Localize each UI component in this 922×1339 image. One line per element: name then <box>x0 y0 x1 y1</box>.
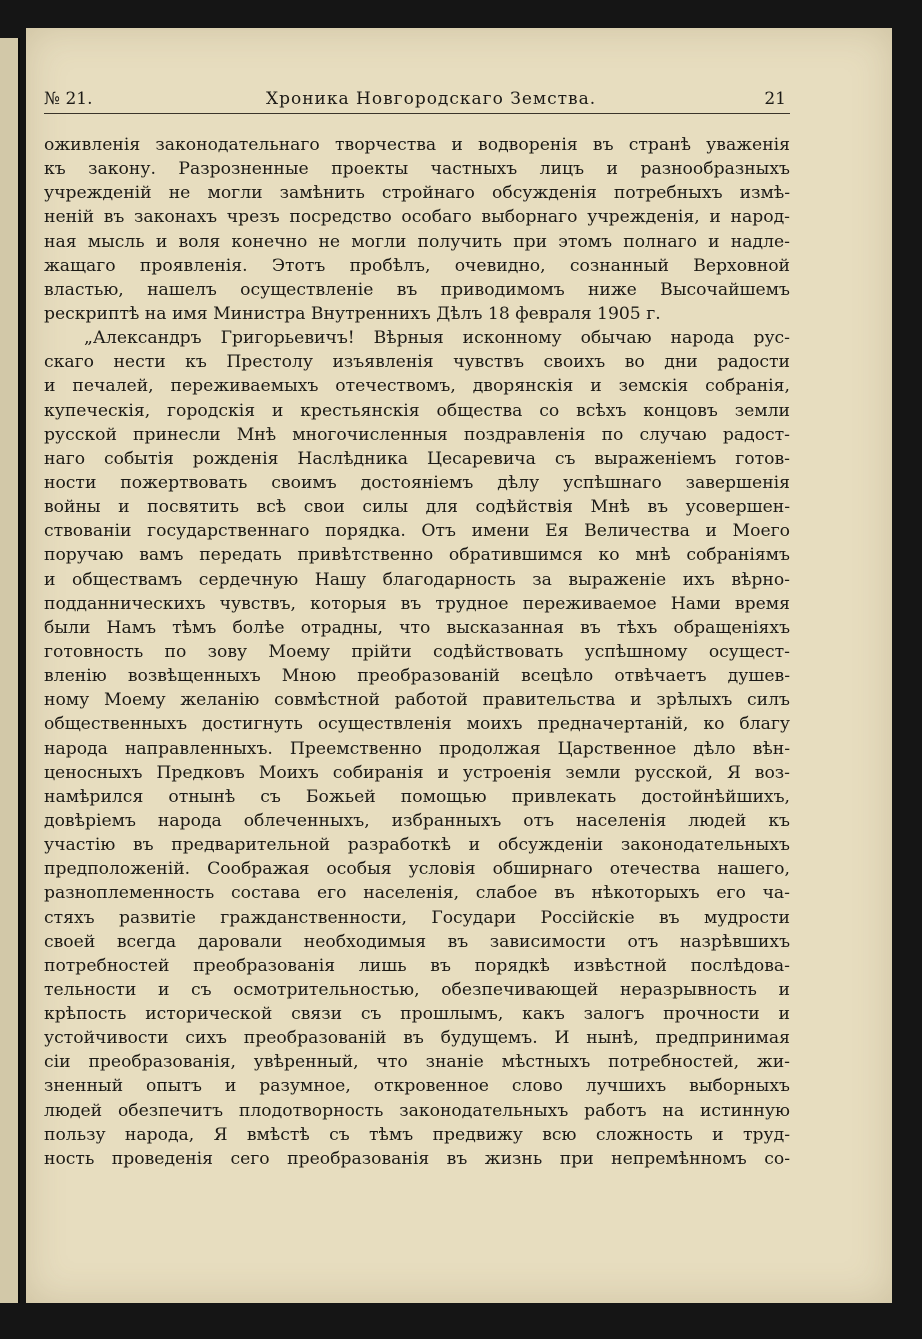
text-line: и обществамъ сердечную Нашу благодарность за выраженіе ихъ вѣрно- <box>44 569 790 590</box>
text-line: и печалей, переживаемыхъ отечествомъ, дворянскія и земскія собранія, <box>44 376 790 397</box>
text-line: учрежденій не могли замѣнить стройнаго обсужденія потребныхъ измѣ- <box>44 183 790 204</box>
text-line: пользу народа, Я вмѣстѣ съ тѣмъ предвижу всю сложность и труд- <box>44 1124 790 1145</box>
text-line: наго событія рожденія Наслѣдника Цесаревича съ выраженіемъ готов- <box>44 448 790 469</box>
text-line: ствованіи государственнаго порядка. Отъ имени Ея Величества и Моего <box>44 521 790 542</box>
text-line: крѣпость исторической связи съ прошлымъ, какъ залогъ прочности и <box>44 1004 790 1025</box>
text-line: тельности и съ осмотрительностью, обезпечивающей неразрывность и <box>44 979 790 1000</box>
running-header <box>44 87 790 114</box>
text-line: намѣрился отнынѣ съ Божьей помощью привлекать достойнѣйшихъ, <box>44 786 790 807</box>
issue-number: № 21. <box>44 89 93 109</box>
text-line: людей обезпечитъ плодотворность законодательныхъ работъ на истинную <box>44 1100 790 1121</box>
text-line: ная мысль и воля конечно не могли получить при этомъ полнаго и надле- <box>44 231 790 252</box>
text-line: ному Моему желанію совмѣстной работой правительства и зрѣлыхъ силъ <box>44 690 790 711</box>
text-line: ность проведенія сего преобразованія въ жизнь при непремѣнномъ со- <box>44 1148 790 1169</box>
text-line: готовность по зову Моему прійти содѣйствовать успѣшному осущест- <box>44 641 790 662</box>
journal-title: Хроника Новгородскаго Земства. <box>266 89 597 109</box>
text-line: были Намъ тѣмъ болѣе отрадны, что высказанная въ тѣхъ обращеніяхъ <box>44 617 790 638</box>
text-line: народа направленныхъ. Преемственно продолжая Царственное дѣло вѣн- <box>44 738 790 759</box>
text-line: купеческія, городскія и крестьянскія общества со всѣхъ концовъ земли <box>44 400 790 421</box>
text-line: предположеній. Соображая особыя условія обширнаго отечества нашего, <box>44 859 790 880</box>
text-line: къ закону. Разрозненные проекты частныхъ лицъ и разнообразныхъ <box>44 159 790 180</box>
text-line: сіи преобразованія, увѣренный, что знаніе мѣстныхъ потребностей, жи- <box>44 1052 790 1073</box>
text-line: войны и посвятить всѣ свои силы для содѣйствія Мнѣ въ усовершен- <box>44 497 790 518</box>
text-line: властью, нашелъ осуществленіе въ приводимомъ ниже Высочайшемъ <box>44 279 790 300</box>
text-line: своей всегда даровали необходимыя въ зависимости отъ назрѣвшихъ <box>44 931 790 952</box>
text-line: жащаго проявленія. Этотъ пробѣлъ, очевидно, сознанный Верховной <box>44 255 790 276</box>
body-text <box>44 133 790 1171</box>
text-line: устойчивости сихъ преобразованій въ будущемъ. И нынѣ, предпринимая <box>44 1028 790 1049</box>
text-line: разноплеменность состава его населенія, слабое въ нѣкоторыхъ его ча- <box>44 883 790 904</box>
adjacent-page-edge <box>0 38 20 1303</box>
text-line: подданническихъ чувствъ, которыя въ трудное переживаемое Нами время <box>44 593 790 614</box>
page-number: 21 <box>764 89 786 109</box>
text-line: вленію возвѣщенныхъ Мною преобразованій всецѣло отвѣчаетъ душев- <box>44 666 790 687</box>
text-line: стяхъ развитіе гражданственности, Государи Россійскіе въ мудрости <box>44 907 790 928</box>
text-line: общественныхъ достигнуть осуществленія моихъ предначертаній, ко благу <box>44 714 790 735</box>
text-line: участію въ предварительной разработкѣ и обсужденіи законодательныхъ <box>44 835 790 856</box>
text-line: рескриптѣ на имя Министра Внутреннихъ Дѣлъ 18 февраля 1905 г. <box>44 303 661 324</box>
text-line: довѣріемъ народа облеченныхъ, избранныхъ отъ населенія людей къ <box>44 810 790 831</box>
text-line: поручаю вамъ передать привѣтственно обратившимся ко мнѣ собраніямъ <box>44 545 790 566</box>
text-line: потребностей преобразованія лишь въ порядкѣ извѣстной послѣдова- <box>44 955 790 976</box>
text-line: ценосныхъ Предковъ Моихъ собиранія и устроенія земли русской, Я воз- <box>44 762 790 783</box>
text-line: зненный опытъ и разумное, откровенное слово лучшихъ выборныхъ <box>44 1076 790 1097</box>
text-line: неній въ законахъ чрезъ посредство особаго выборнаго учрежденія, и народ- <box>44 207 790 228</box>
text-line: ности пожертвовать своимъ достояніемъ дѣлу успѣшнаго завершенія <box>44 472 790 493</box>
text-line: скаго нести къ Престолу изъявленія чувствъ своихъ во дни радости <box>44 352 790 373</box>
text-line: оживленія законодательнаго творчества и водворенія въ странѣ уваженія <box>44 135 790 155</box>
text-line: „Александръ Григорьевичъ! Вѣрныя исконному обычаю народа рус- <box>84 328 790 349</box>
text-line: русской принесли Мнѣ многочисленныя поздравленія по случаю радост- <box>44 424 790 445</box>
